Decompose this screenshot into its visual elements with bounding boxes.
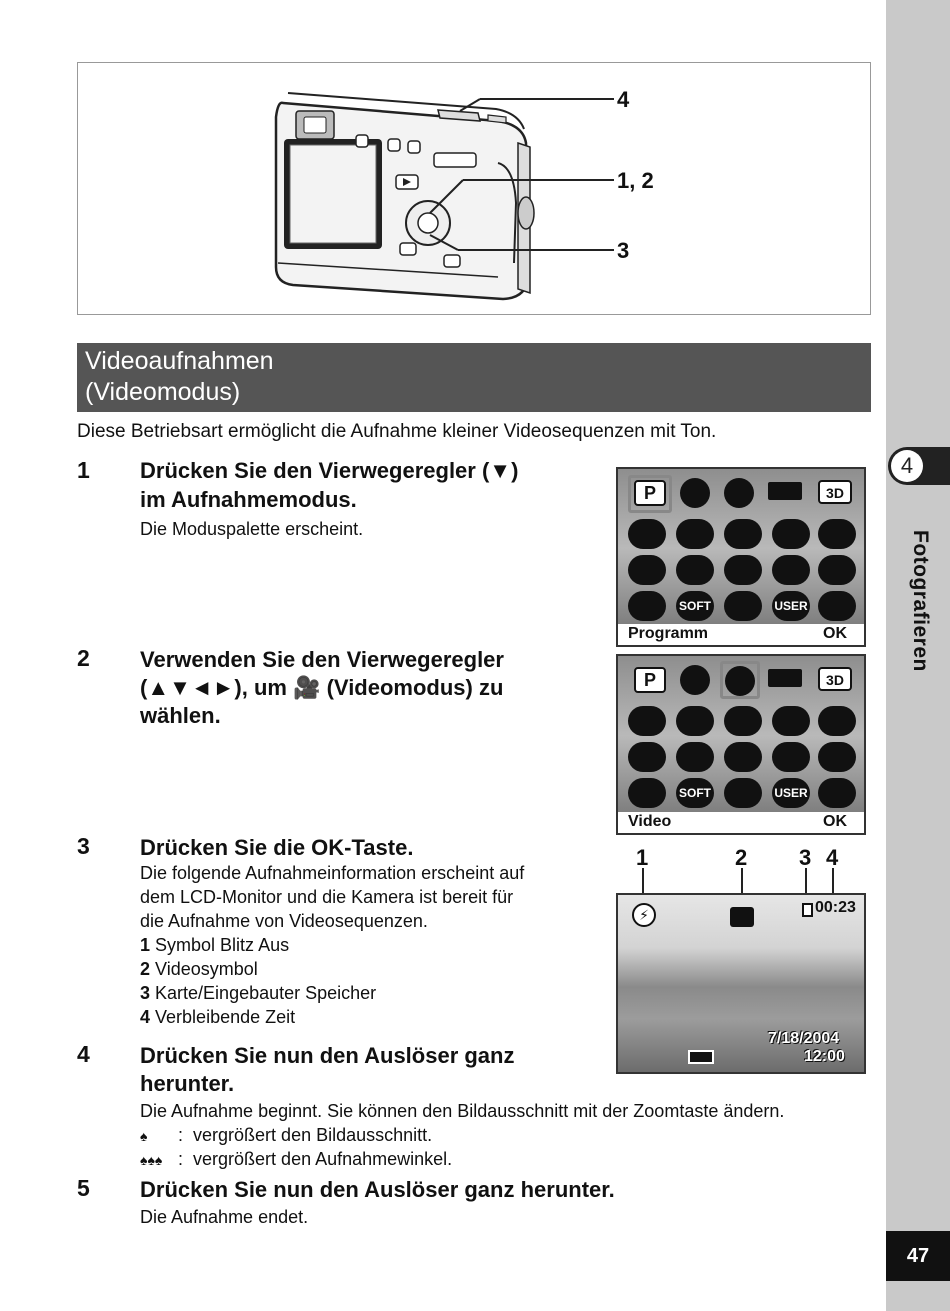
callout-4: 4 (617, 87, 630, 112)
museum-icon (724, 555, 762, 585)
step-3-body-line2: dem LCD-Monitor und die Kamera ist bereit für (140, 887, 514, 907)
sport-icon (628, 591, 666, 621)
lcd3-callout-2: 2 (735, 845, 748, 870)
step-1-number: 1 (77, 457, 90, 483)
recording-time: 12:00 (804, 1048, 845, 1065)
step-2-title-line1: Verwenden Sie den Vierwegeregler (140, 647, 504, 672)
lcd3-callout-3: 3 (799, 845, 812, 870)
sunset-icon (676, 742, 714, 772)
intro-text: Diese Betriebsart ermöglicht die Aufnahme kleiner Videosequenzen mit Ton. (77, 421, 717, 442)
section-title-line1: Videoaufnahmen (85, 347, 274, 375)
text-icon (772, 555, 810, 585)
lcd3-callout-1: 1 (636, 845, 649, 870)
step-4-title-line1: Drücken Sie nun den Auslöser ganz (140, 1043, 515, 1068)
movie-icon (724, 478, 754, 508)
landscape-icon (628, 519, 666, 549)
lcd2-ok-label: OK (823, 813, 847, 830)
step-4-number: 4 (77, 1041, 90, 1067)
step-1-title-line1: Drücken Sie den Vierwegeregler (▼) (140, 458, 519, 483)
flower-icon (676, 519, 714, 549)
flash-off-icon: ⚡ (632, 903, 656, 927)
movie-mode-icon (730, 907, 754, 927)
lcd3-callout-4: 4 (826, 845, 839, 870)
user-icon: USER (772, 591, 810, 621)
legend-item: 4 Verbleibende Zeit (140, 1007, 296, 1027)
lcd-mode-palette-program (616, 467, 866, 647)
battery-icon (688, 1050, 714, 1064)
chapter-title: Fotografieren (909, 530, 932, 672)
food-icon (818, 742, 856, 772)
section-header (77, 343, 871, 412)
recording-date: 7/18/2004 (768, 1030, 840, 1047)
step-3-title: Drücken Sie die OK-Taste. (140, 835, 414, 860)
page-number: 47 (886, 1231, 950, 1281)
step-4-body: Die Aufnahme beginnt. Sie können den Bildausschnitt mit der Zoomtaste ändern. (140, 1101, 785, 1121)
portrait-icon (724, 706, 762, 736)
pet-icon (818, 778, 856, 808)
chapter-number: 4 (891, 450, 923, 482)
zoom-tele-line: ♠ : vergrößert den Bildausschnitt. (140, 1123, 432, 1148)
3d-mode-icon: 3D (818, 480, 852, 504)
lcd-recording-info (616, 893, 866, 1074)
step-4-title-line2: herunter. (140, 1071, 235, 1096)
portrait-night-icon (680, 478, 710, 508)
legend-item: 3 Karte/Eingebauter Speicher (140, 983, 377, 1003)
portrait-icon (724, 519, 762, 549)
user-icon: USER (772, 778, 810, 808)
step-2-title-line3: wählen. (140, 703, 221, 728)
snow-icon (818, 519, 856, 549)
step-1-title-line2: im Aufnahmemodus. (140, 487, 357, 512)
fireworks-icon (628, 742, 666, 772)
kids-icon (724, 591, 762, 621)
kids-icon (724, 778, 762, 808)
section-title-line2: (Videomodus) (85, 378, 241, 406)
lcd2-mode-label: Video (628, 813, 672, 830)
step-5-body: Die Aufnahme endet. (140, 1207, 309, 1227)
camera-figure (77, 62, 871, 315)
lcd-mode-palette-video (616, 654, 866, 835)
soft-icon: SOFT (676, 591, 714, 621)
step-5-number: 5 (77, 1175, 90, 1201)
chapter-number-badge[interactable] (888, 447, 950, 485)
lcd1-ok-label: OK (823, 625, 847, 642)
program-mode-icon: P (634, 480, 666, 506)
museum-icon (724, 742, 762, 772)
lcd1-mode-label: Programm (628, 625, 709, 642)
step-3-number: 3 (77, 833, 90, 859)
sunset-icon (676, 555, 714, 585)
callout-3: 3 (617, 238, 630, 263)
landscape-icon (628, 706, 666, 736)
self-portrait-icon (772, 706, 810, 736)
step-1-body: Die Moduspalette erscheint. (140, 519, 364, 539)
flower-icon (676, 706, 714, 736)
pet-icon (818, 591, 856, 621)
sport-icon (628, 778, 666, 808)
step-5-title: Drücken Sie nun den Auslöser ganz herunter. (140, 1177, 615, 1202)
snow-icon (818, 706, 856, 736)
camera-back-illustration (78, 63, 872, 316)
panorama-icon (768, 669, 802, 687)
callout-1-2: 1, 2 (617, 168, 654, 193)
step-3-body-line3: die Aufnahme von Videosequenzen. (140, 911, 428, 931)
fireworks-icon (628, 555, 666, 585)
wide-icon: ♠♠♠ (140, 1152, 163, 1168)
zoom-wide-line: ♠♠♠ : vergrößert den Aufnahmewinkel. (140, 1147, 452, 1172)
self-portrait-icon (772, 519, 810, 549)
legend-item: 2 Videosymbol (140, 959, 258, 979)
text-icon (772, 742, 810, 772)
remaining-time: 00:23 (815, 899, 856, 916)
tele-icon: ♠ (140, 1128, 148, 1144)
food-icon (818, 555, 856, 585)
portrait-night-icon (680, 665, 710, 695)
step-3-body-line1: Die folgende Aufnahmeinformation erscheint auf (140, 863, 525, 883)
soft-icon: SOFT (676, 778, 714, 808)
3d-mode-icon: 3D (818, 667, 852, 691)
program-mode-icon: P (634, 667, 666, 693)
legend-item: 1 Symbol Blitz Aus (140, 935, 290, 955)
memory-card-icon (802, 903, 813, 917)
panorama-icon (768, 482, 802, 500)
movie-icon (725, 666, 755, 696)
step-2-number: 2 (77, 645, 90, 671)
step-2-title-line2: (▲▼◄►), um 🎥 (Videomodus) zu (140, 675, 504, 700)
